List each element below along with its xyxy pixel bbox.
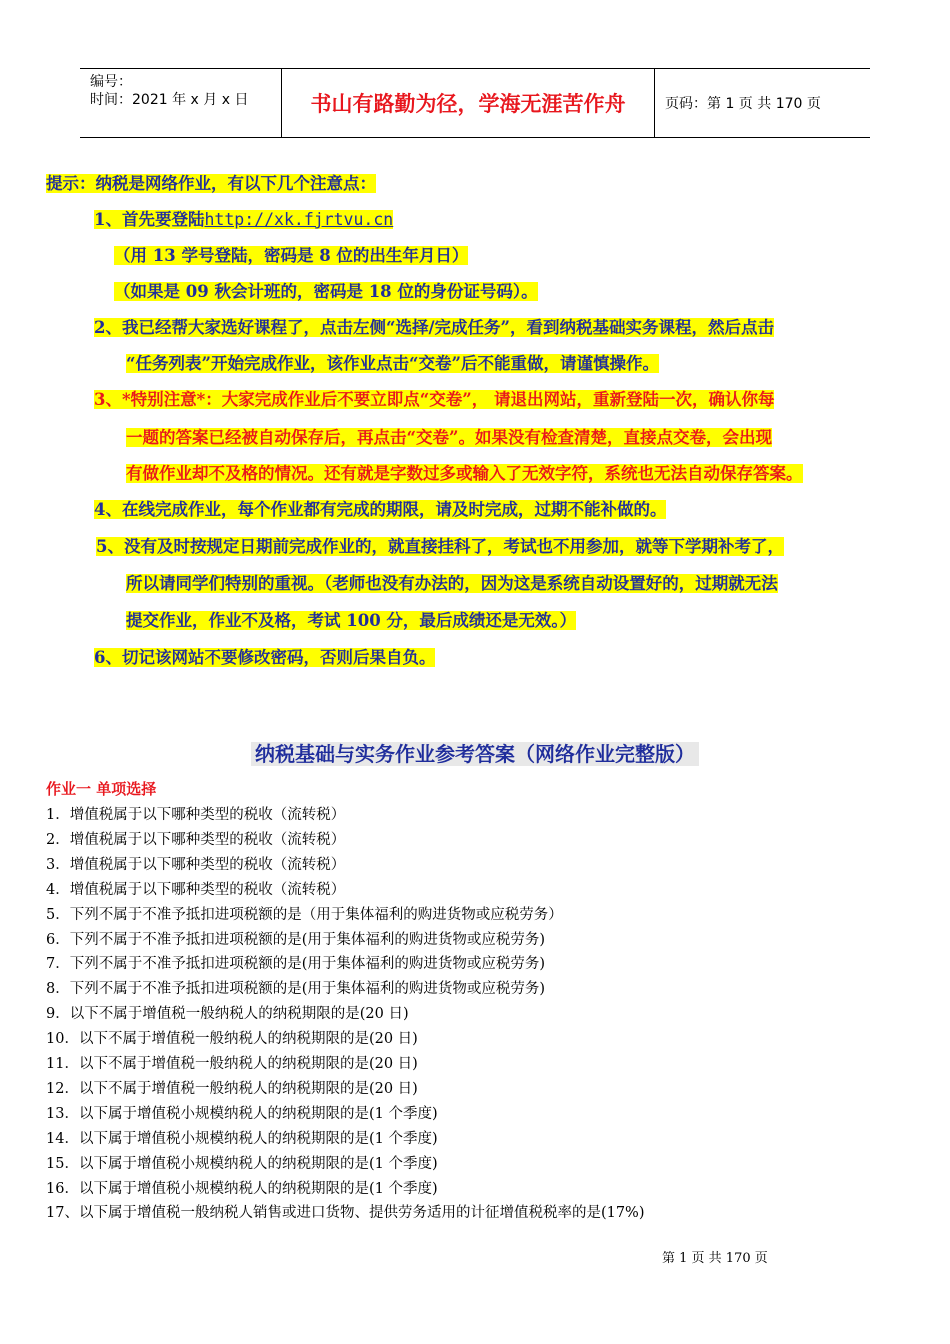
question-item: 14．以下属于增值税小规模纳税人的纳税期限的是(1 个季度)	[46, 1130, 438, 1147]
header-page-info: 页码：第 1 页 共 170 页	[665, 96, 821, 112]
notice-item1-prefix: 1、首先要登陆	[94, 210, 205, 229]
question-item: 13．以下属于增值税小规模纳税人的纳税期限的是(1 个季度)	[46, 1105, 438, 1122]
number-label: 编号：	[90, 74, 132, 90]
page-footer: 第 1 页 共 170 页	[662, 1251, 768, 1266]
question-item: 7．下列不属于不准予抵扣进项税额的是(用于集体福利的购进货物或应税劳务)	[46, 956, 546, 973]
notice-item4: 4、在线完成作业，每个作业都有完成的期限，请及时完成，过期不能补做的。	[94, 500, 667, 519]
notice-item5-line2: 所以请同学们特别的重视。（老师也没有办法的，因为这是系统自动设置好的，过期就无法	[126, 574, 778, 593]
question-item: 3．增值税属于以下哪种类型的税收（流转税）	[46, 856, 346, 873]
question-item: 10．以下不属于增值税一般纳税人的纳税期限的是(20 日)	[46, 1031, 418, 1048]
login-url-link[interactable]: http://xk.fjrtvu.cn	[204, 210, 394, 229]
notice-item5-line3: 提交作业，作业不及格，考试 100 分，最后成绩还是无效。）	[126, 611, 577, 630]
header-meta	[80, 69, 282, 137]
notice-item3-line3: 有做作业却不及格的情况。还有就是字数过多或输入了无效字符，系统也无法自动保存答案。	[126, 464, 803, 483]
question-item: 5．下列不属于不准予抵扣进项税额的是（用于集体福利的购进货物或应税劳务）	[46, 906, 563, 923]
notice-item2-line1: 2、我已经帮大家选好课程了，点击左侧“选择/完成任务”，看到纳税基础实务课程，然后点击	[94, 318, 774, 337]
document-title: 纳税基础与实务作业参考答案（网络作业完整版）	[0, 738, 950, 767]
question-item: 9．以下不属于增值税一般纳税人的纳税期限的是(20 日)	[46, 1006, 409, 1023]
notice-item3-line1: 3、*特别注意*：大家完成作业后不要立即点“交卷”， 请退出网站，重新登陆一次，确认你每	[94, 390, 775, 409]
question-item: 11．以下不属于增值税一般纳税人的纳税期限的是(20 日)	[46, 1056, 418, 1072]
time-label: 时间：2021 年 x 月 x 日	[90, 92, 249, 108]
notice-item1-note1: （用 13 学号登陆，密码是 8 位的出生年月日）	[114, 246, 469, 265]
page-header	[80, 68, 870, 138]
question-item: 8．下列不属于不准予抵扣进项税额的是(用于集体福利的购进货物或应税劳务)	[46, 981, 546, 998]
question-item: 17、以下属于增值税一般纳税人销售或进口货物、提供劳务适用的计征增值税税率的是(17%)	[46, 1205, 645, 1222]
question-item: 12．以下不属于增值税一般纳税人的纳税期限的是(20 日)	[46, 1080, 418, 1097]
question-item: 4．增值税属于以下哪种类型的税收（流转税）	[46, 881, 346, 898]
header-motto: 书山有路勤为径，学海无涯苦作舟	[282, 69, 655, 137]
question-item: 15．以下属于增值税小规模纳税人的纳税期限的是(1 个季度)	[46, 1155, 438, 1172]
question-item: 1．增值税属于以下哪种类型的税收（流转税）	[46, 807, 346, 823]
question-item: 6．下列不属于不准予抵扣进项税额的是(用于集体福利的购进货物或应税劳务)	[46, 931, 546, 948]
question-item: 2．增值税属于以下哪种类型的税收（流转税）	[46, 831, 346, 848]
notice-item6: 6、切记该网站不要修改密码，否则后果自负。	[94, 648, 436, 667]
section-title: 作业一 单项选择	[46, 780, 157, 798]
question-item: 16．以下属于增值税小规模纳税人的纳税期限的是(1 个季度)	[46, 1180, 438, 1197]
notice-item2-line2: “任务列表”开始完成作业，该作业点击“交卷”后不能重做，请谨慎操作。	[126, 354, 659, 373]
notice-item3-line2: 一题的答案已经被自动保存后，再点击“交卷”。如果没有检查清楚，直接点交卷，会出现	[126, 428, 772, 447]
notice-intro: 提示：纳税是网络作业，有以下几个注意点：	[46, 174, 376, 193]
notice-item1-note2: （如果是 09 秋会计班的，密码是 18 位的身份证号码）。	[114, 282, 538, 301]
notice-item5-line1: 5、没有及时按规定日期前完成作业的，就直接挂科了，考试也不用参加，就等下学期补考了，	[96, 537, 784, 556]
